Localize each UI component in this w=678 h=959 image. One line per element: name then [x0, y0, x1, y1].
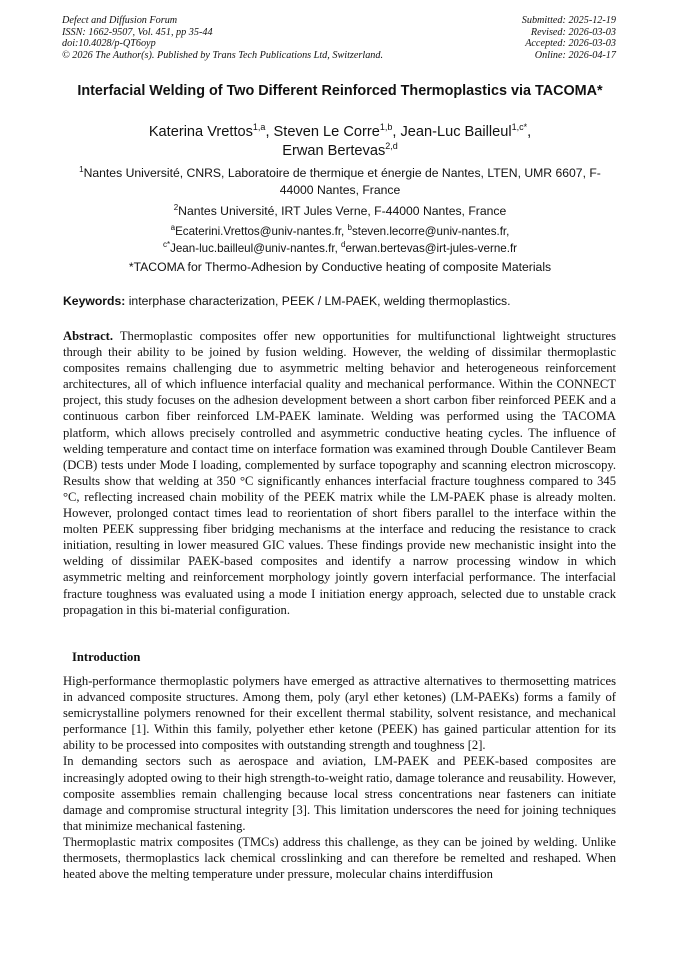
- date-online: Online: 2026-04-17: [534, 49, 616, 61]
- email-mark: d: [341, 239, 346, 249]
- keywords-label: Keywords:: [63, 294, 126, 308]
- affiliation-1: [70, 165, 610, 198]
- author-name: Katerina Vrettos: [148, 124, 253, 140]
- author-name: Steven Le Corre: [273, 124, 380, 140]
- section-heading-introduction: Introduction: [72, 650, 141, 664]
- author-list: Katerina Vrettos$^{1,a}$, Steven Le Corre$^{1,b}$, Jean-Luc Bailleul$^{1,c*}$, Erwan Bertevas$^{2,d}$: [148, 122, 532, 159]
- email-link[interactable]: Jean-luc.bailleul@univ-nantes.fr,: [170, 241, 338, 255]
- date-accepted: Accepted: 2026-03-03: [525, 38, 616, 50]
- journal-info: [62, 15, 442, 61]
- abstract-text: Thermoplastic composites offer new opportunities for multifunctional lightweight structures through their ability to be joined by fusion welding. However, the welding of dissimilar thermoplastic composites remains challenging due to asymmetric melting behavior and heterogeneous reinforcement architectures, all of which influence interfacial quality and mechanical performance. Within the CONNECT project, this study focuses on the adhesion development between a short carbon fiber reinforced PEEK and a continuous carbon fiber reinforced LM-PAEK laminate. Welding was performed using the TACOMA platform, which allows precisely controlled and asymmetric conductive heating cycles. The influence of welding temperature and contact time on interface formation was examined through Double Cantilever Beam (DCB) tests under Mode I loading, complemented by surface topography and scanning electron microscopy. Results show that welding at 350 °C significantly enhances interfacial fracture toughness compared to 345 °C, reflecting increased chain mobility of the PEEK matrix while the LM-PAEK phase is already molten. However, prolonged contact times lead to reorientation of short fibers parallel to the interface within the molten PEEK suppressing fiber bridging mechanisms at the interface and reducing the resistance to crack initiation, resulting in lower measured GIC values. These findings provide new mechanistic insight into the welding of dissimilar PAEK-based composites and identify a narrow processing window in which asymmetric melting and reinforcement morphology jointly govern interfacial performance. The interfacial fracture toughness was evaluated using a mode I initiation energy approach, selected due to unstable crack propagation in this bi-material configuration.: [63, 329, 617, 617]
- email-mark: a: [170, 223, 176, 232]
- affil-text: Nantes Université, IRT Jules Verne, F-44000 Nantes, France: [178, 204, 507, 218]
- email-link[interactable]: steven.lecorre@univ-nantes.fr,: [351, 225, 510, 238]
- journal-doi[interactable]: doi:10.4028/p-QT6oyp: [62, 38, 156, 50]
- email-link[interactable]: Ecaterini.Vrettos@univ-nantes.fr,: [175, 225, 345, 238]
- author-name: Jean-Luc Bailleul: [400, 124, 512, 140]
- author-emails: [70, 224, 610, 257]
- affiliation-2: [70, 203, 610, 220]
- email-link[interactable]: erwan.bertevas@irt-jules-verne.fr: [345, 241, 518, 255]
- author-affil-mark: 1,b: [379, 122, 393, 132]
- paragraph: High-performance thermoplastic polymers have emerged as attractive alternatives to thermosetting matrices in advanced composite structures. Among them, poly (aryl ether ketones) (LM-PAEKs) forms a family of semicrystalline polymers renowned for their excellent thermal stability, solvent resistance, and mechanical performance [1]. Within this family, polyether ether ketone (PEEK) has gained particular attention for its ability to be processed into composites with outstanding strength and toughness [2].: [63, 674, 616, 753]
- journal-name: Defect and Diffusion Forum: [62, 15, 178, 26]
- copyright-notice: © 2026 The Author(s). Published by Trans Tech Publications Ltd, Switzerland.: [62, 49, 384, 61]
- email-mark: c*: [162, 239, 171, 249]
- paragraph: Thermoplastic matrix composites (TMCs) address this challenge, as they can be joined by welding. Unlike thermosets, thermoplastics lack chemical crosslinking and can therefore be remelted and reshaped. When heated above the melting temperature under pressure, molecular chains interdiffusion: [63, 834, 616, 882]
- journal-issn: ISSN: 1662-9507, Vol. 451, pp 35-44: [62, 26, 213, 38]
- abstract-label: Abstract.: [63, 329, 114, 343]
- abstract: [63, 328, 616, 618]
- author-affil-mark: 2,d: [385, 141, 398, 151]
- author-affil-mark: 1,a: [252, 122, 266, 132]
- keywords: [63, 293, 617, 309]
- date-submitted: Submitted: 2025-12-19: [521, 15, 616, 26]
- publication-dates: [446, 15, 616, 61]
- affil-text: Nantes Université, CNRS, Laboratoire de thermique et énergie de Nantes, LTEN, UMR 6607, F-44000 Nantes, France: [83, 166, 601, 197]
- date-revised: Revised: 2026-03-03: [530, 26, 616, 38]
- keywords-text: interphase characterization, PEEK / LM-PAEK, welding thermoplastics.: [128, 294, 511, 308]
- affil-mark: 1: [79, 165, 84, 174]
- paragraph: In demanding sectors such as aerospace and aviation, LM-PAEK and PEEK-based composites are increasingly adopted owing to their high strength-to-weight ratio, damage tolerance and reusability. However, composite assemblies remain challenging because local stress concentrations near fasteners can initiate damage and compromise structural integrity [3]. This limitation underscores the need for joining techniques that minimize mechanical fastening.: [63, 754, 616, 833]
- author-name: Erwan Bertevas: [282, 143, 386, 159]
- acronym-footnote: *TACOMA for Thermo-Adhesion by Conductive heating of composite Materials: [128, 260, 552, 274]
- introduction-body: [63, 673, 616, 882]
- author-affil-mark: 1,c*: [511, 122, 528, 132]
- email-mark: b: [347, 223, 352, 232]
- paper-title: Interfacial Welding of Two Different Reinforced Thermoplastics via TACOMA*: [77, 83, 603, 99]
- affil-mark: 2: [173, 203, 179, 212]
